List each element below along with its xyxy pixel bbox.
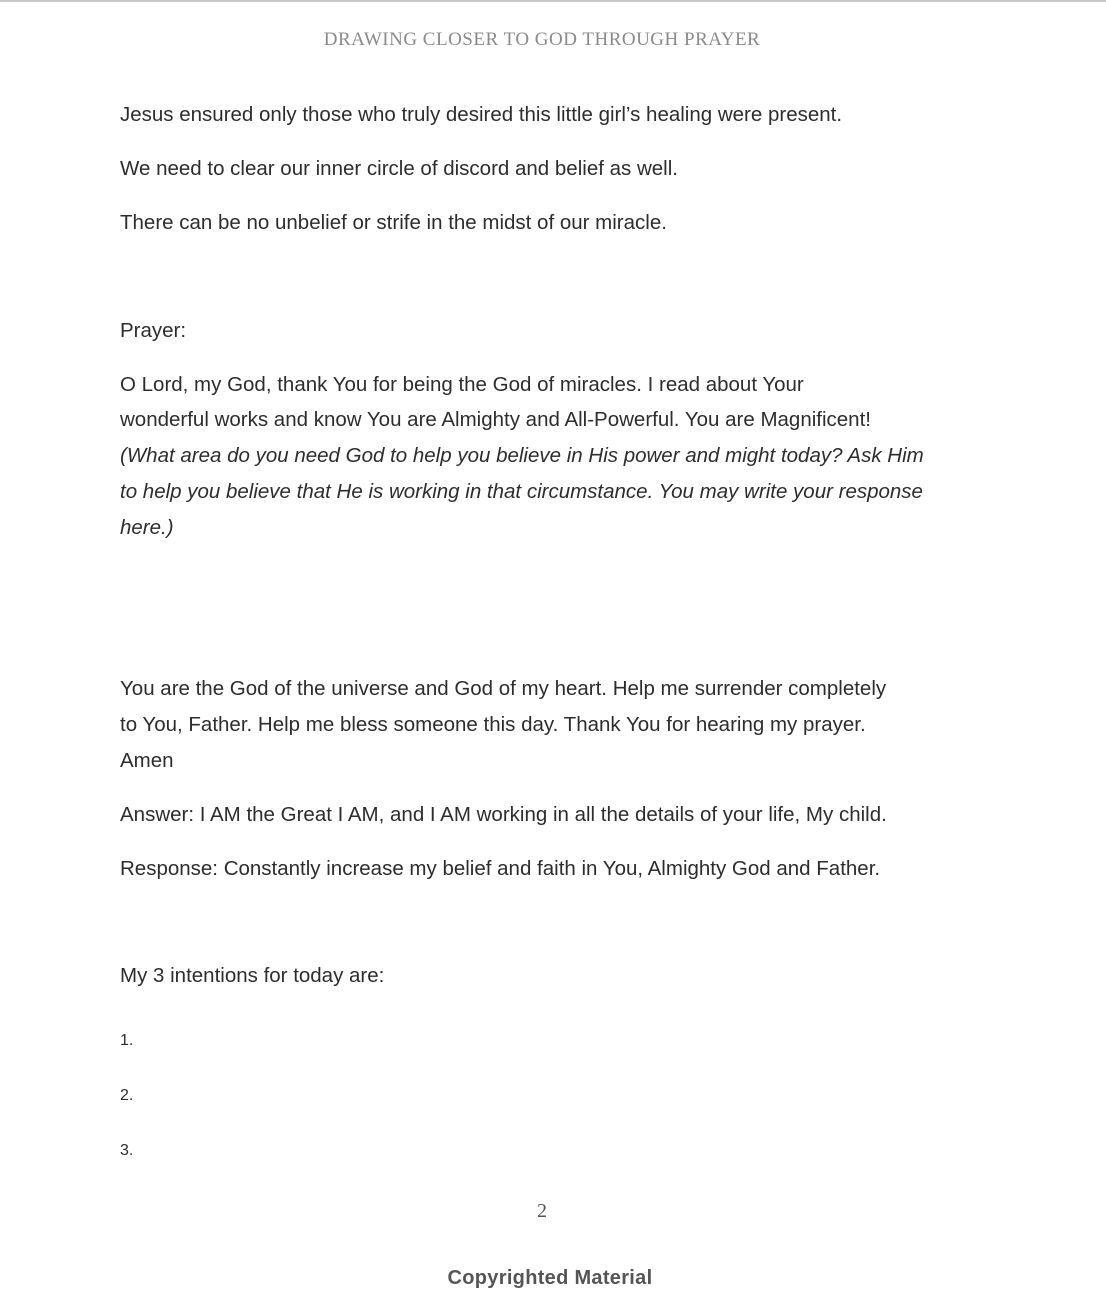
prompt-line-2: to help you believe that He is working in that circumstance. You may write your response	[120, 480, 923, 503]
answer-line: Answer: I AM the Great I AM, and I AM working in all the details of your life, My child.	[120, 803, 887, 826]
prayer-text-line-2: wonderful works and know You are Almighty and All-Powerful. You are Magnificent!	[120, 408, 871, 431]
intention-item-2: 2.	[120, 1087, 134, 1104]
intro-line-3: There can be no unbelief or strife in the midst of our miracle.	[120, 211, 667, 234]
closing-line-1: You are the God of the universe and God of my heart. Help me surrender completely	[120, 677, 887, 700]
prayer-text-line-1: O Lord, my God, thank You for being the God of miracles. I read about Your	[120, 373, 804, 396]
closing-amen: Amen	[120, 749, 174, 772]
prayer-heading: Prayer:	[120, 319, 187, 342]
intention-item-3: 3.	[120, 1142, 134, 1159]
running-header-title: DRAWING CLOSER TO GOD THROUGH PRAYER	[323, 29, 761, 50]
intro-line-2: We need to clear our inner circle of discord and belief as well.	[120, 157, 678, 180]
intentions-heading: My 3 intentions for today are:	[120, 964, 385, 987]
closing-line-2: to You, Father. Help me bless someone this day. Thank You for hearing my prayer.	[120, 713, 866, 736]
copyright-watermark: Copyrighted Material	[447, 1267, 653, 1289]
prompt-line-1: (What area do you need God to help you believe in His power and might today? Ask Him	[120, 444, 924, 467]
page-number: 2	[537, 1200, 547, 1222]
response-line: Response: Constantly increase my belief and faith in You, Almighty God and Father.	[120, 857, 881, 880]
top-border-line	[0, 0, 1106, 2]
intention-item-1: 1.	[120, 1032, 134, 1049]
prompt-line-3: here.)	[120, 516, 174, 539]
intro-line-1: Jesus ensured only those who truly desired this little girl’s healing were present.	[120, 103, 843, 126]
